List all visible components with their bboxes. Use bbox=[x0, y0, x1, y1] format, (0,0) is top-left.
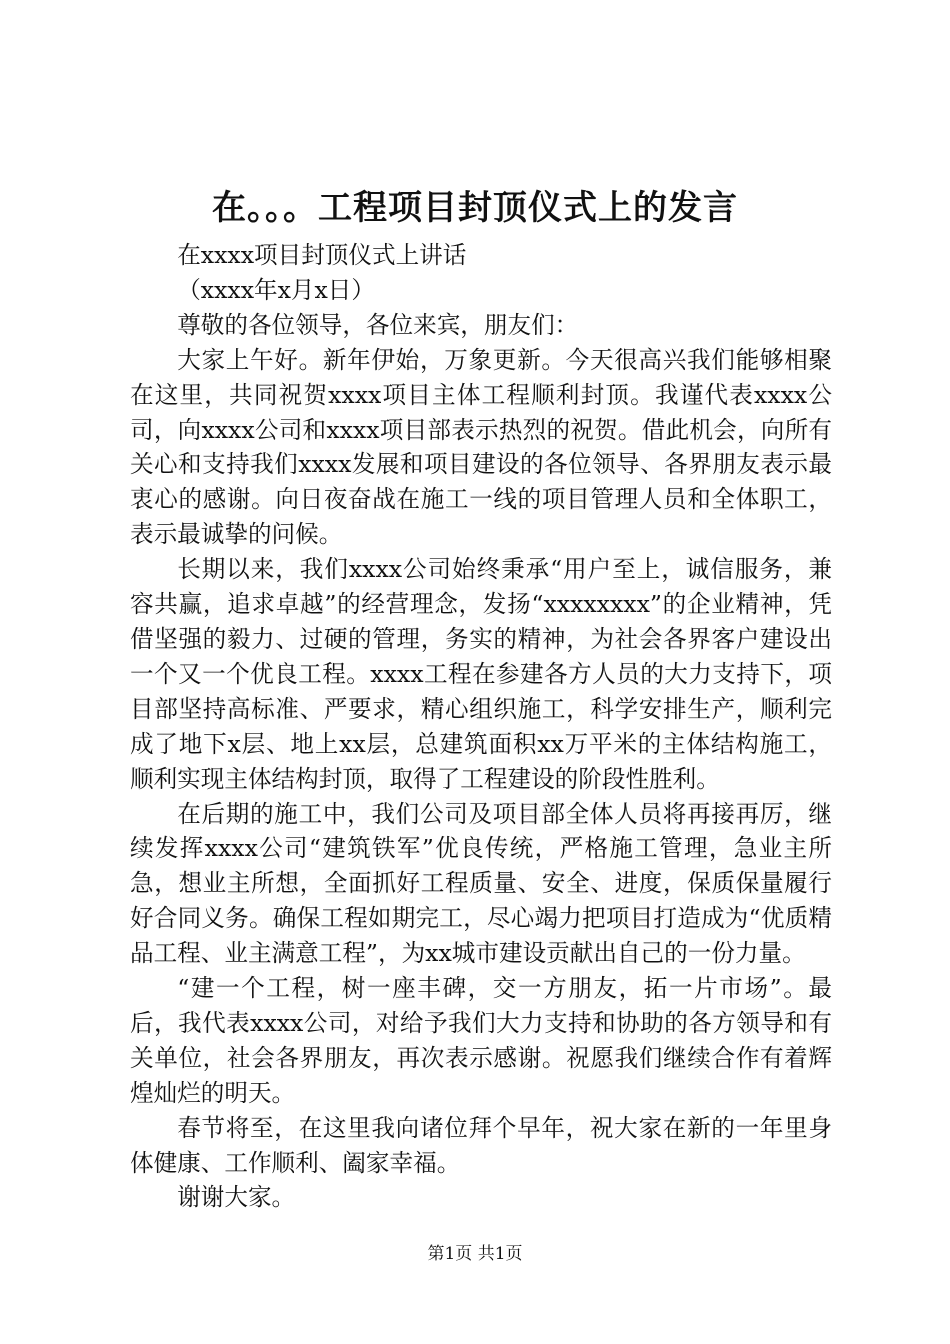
closing: 谢谢大家。 bbox=[177, 1183, 296, 1212]
paragraph-future: 在后期的施工中，我们公司及项目部全体人员将再接再厉，继续发挥xxxx公司“建筑铁军”优良传统，严格施工管理，急业主所急，想业主所想，全面抓好工程质量、安全、进度，保质保量履行好合同义务。确保工程如期完工，尽心竭力把项目打造成为“优质精品工程、业主满意工程”，为xx城市建设贡献出自己的一份力量。 bbox=[130, 799, 832, 968]
paragraph-wishes: 春节将至，在这里我向诸位拜个早年，祝大家在新的一年里身体健康、工作顺利、阖家幸福。 bbox=[130, 1113, 832, 1177]
speech-heading: 在xxxx项目封顶仪式上讲话 bbox=[177, 241, 467, 269]
paragraph-greeting: 大家上午好。新年伊始，万象更新。今天很高兴我们能够相聚在这里，共同祝贺xxxx项目主体工程顺利封顶。我谨代表xxxx公司，向xxxx公司和xxxx项目部表示热烈的祝贺。借此机会，向所有关心和支持我们xxxx发展和项目建设的各位领导、各界朋友表示最衷心的感谢。向日夜奋战在施工一线的项目管理人员和全体职工，表示最诚挚的问候。 bbox=[130, 345, 832, 549]
speech-date: （xxxx年x月x日） bbox=[177, 275, 375, 304]
document-body bbox=[130, 238, 832, 1215]
document-title: 在。。。工程项目封顶仪式上的发言 bbox=[212, 188, 738, 228]
paragraph-company: 长期以来，我们xxxx公司始终秉承“用户至上，诚信服务，兼容共赢，追求卓越”的经营理念，发扬“xxxxxxxx”的企业精神，凭借坚强的毅力、过硬的管理，务实的精神，为社会各界客户建设出一个又一个优良工程。xxxx工程在参建各方人员的大力支持下，项目部坚持高标准、严要求，精心组织施工，科学安排生产，顺利完成了地下x层、地上xx层，总建筑面积xx万平米的主体结构施工，顺利实现主体结构封顶，取得了工程建设的阶段性胜利。 bbox=[130, 555, 832, 793]
page-number-footer: 第1页 共1页 bbox=[427, 1244, 523, 1264]
salutation: 尊敬的各位领导，各位来宾，朋友们： bbox=[177, 310, 579, 339]
paragraph-thanks: “建一个工程，树一座丰碑，交一方朋友，拓一片市场”。最后，我代表xxxx公司，对给予我们大力支持和协助的各方领导和有关单位，社会各界朋友，再次表示感谢。祝愿我们继续合作有着辉煌灿烂的明天。 bbox=[130, 974, 832, 1107]
